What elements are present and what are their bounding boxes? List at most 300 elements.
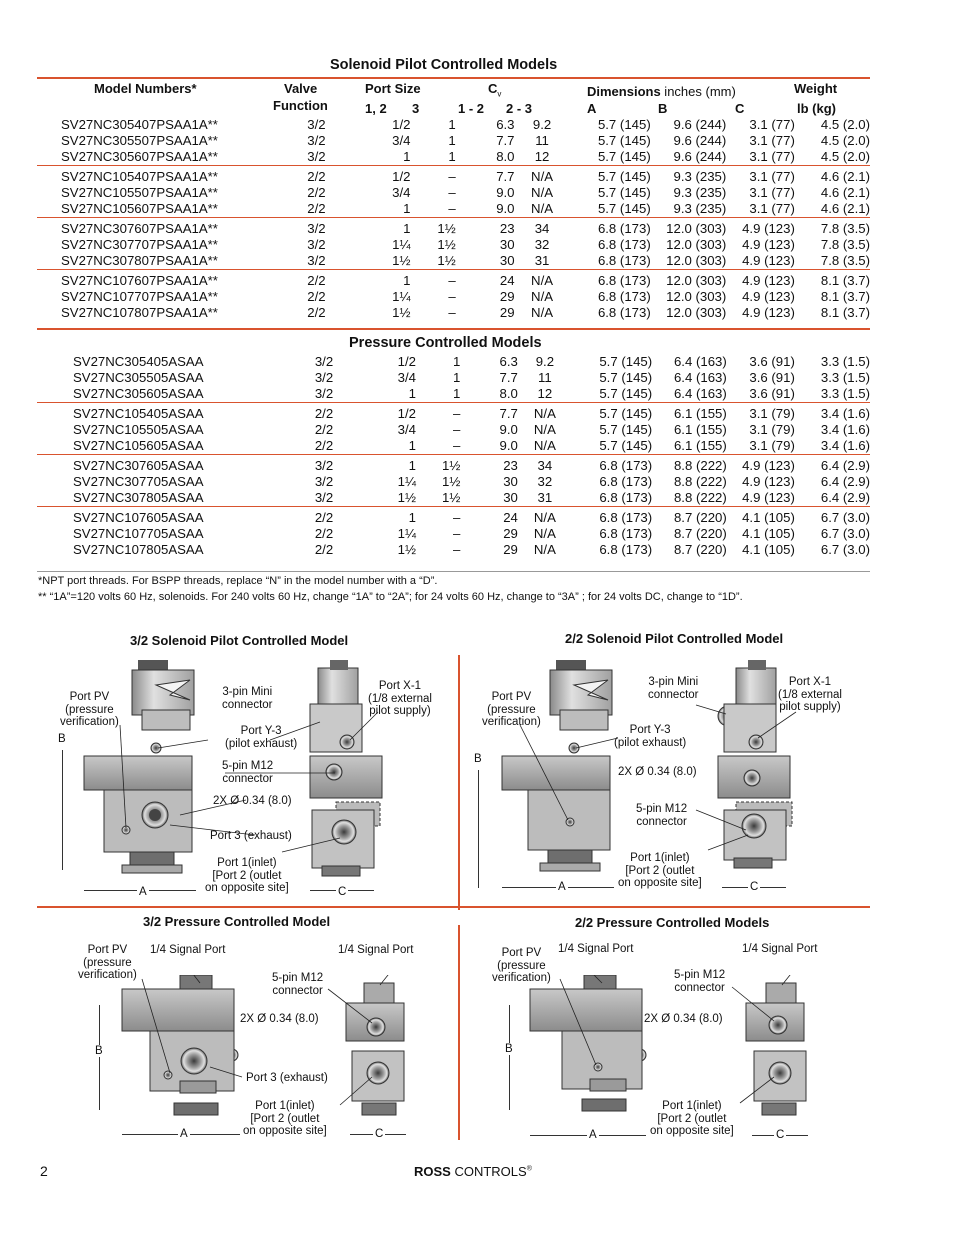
table-row bbox=[37, 117, 870, 133]
dim-b-line bbox=[99, 1005, 100, 1110]
valve-function-cell: 2/2 bbox=[290, 403, 359, 423]
dim-a-cell: 6.8 (173) bbox=[570, 270, 651, 290]
table-row bbox=[37, 490, 870, 507]
label-holes: 2X Ø 0.34 (8.0) bbox=[240, 1013, 319, 1025]
model-number-cell: SV27NC305407PSAA1A** bbox=[61, 117, 218, 132]
dim-b-cell: 6.1 (155) bbox=[652, 403, 727, 423]
valve-function-cell: 2/2 bbox=[281, 166, 351, 186]
cv-12-cell: 7.7 bbox=[460, 403, 518, 423]
cv-23-cell: 9.2 bbox=[535, 354, 555, 369]
weight-cell: 8.1 (3.7) bbox=[820, 289, 870, 304]
valve-function-cell: 3/2 bbox=[307, 133, 326, 148]
dim-c-cell: 3.6 (91) bbox=[749, 370, 795, 385]
dim-b-label: B bbox=[95, 1045, 103, 1057]
valve-function-cell: 3/2 bbox=[314, 490, 334, 505]
dim-c-cell: 4.9 (123) bbox=[727, 455, 795, 475]
dim-a-label: A bbox=[139, 886, 147, 898]
port-size-3-cell: 1 bbox=[453, 370, 461, 385]
dim-a-cell: 5.7 (145) bbox=[599, 386, 653, 401]
dim-b-cell: 8.8 (222) bbox=[673, 490, 727, 505]
cv-23-cell: 12 bbox=[534, 149, 550, 164]
cv-12-cell: 6.3 bbox=[496, 117, 515, 132]
valve-function-cell: 2/2 bbox=[290, 507, 359, 527]
dim-b-cell: 9.3 (235) bbox=[673, 185, 727, 200]
header-port-12: 1, 2 bbox=[365, 101, 387, 116]
cv-23-cell: 12 bbox=[537, 386, 553, 401]
table-row bbox=[37, 218, 870, 238]
dim-a-cell: 5.7 (145) bbox=[599, 354, 653, 369]
dim-c-cell: 4.9 (123) bbox=[742, 490, 795, 505]
dim-b-cell: 12.0 (303) bbox=[666, 237, 727, 252]
weight-cell: 8.1 (3.7) bbox=[820, 305, 870, 320]
cv-12-cell: 23 bbox=[456, 218, 515, 238]
valve-side-view bbox=[346, 983, 404, 1115]
port-size-3-cell: 1½ bbox=[442, 490, 461, 505]
port-size-3-cell: – bbox=[453, 422, 461, 437]
port-size-12-cell: 1½ bbox=[397, 490, 416, 505]
model-number-cell: SV27NC105405ASAA bbox=[37, 403, 290, 423]
port-size-3-cell: – bbox=[453, 526, 461, 541]
cv-12-cell: 7.7 bbox=[496, 133, 515, 148]
cv-23-cell: 31 bbox=[534, 253, 550, 268]
valve-function-cell: 2/2 bbox=[314, 542, 334, 557]
dim-b-label: B bbox=[474, 753, 482, 765]
dim-b-cell: 6.4 (163) bbox=[673, 386, 727, 401]
weight-cell: 7.8 (3.5) bbox=[795, 218, 870, 238]
port-size-12-cell: 1 bbox=[358, 507, 416, 527]
port-size-12-cell: 1 bbox=[408, 386, 416, 401]
diagram-title-32-solenoid: 3/2 Solenoid Pilot Controlled Model bbox=[130, 633, 349, 648]
label-port-1: Port 1(inlet) [Port 2 (outlet on opposite site] bbox=[205, 857, 289, 894]
dim-b-cell: 8.8 (222) bbox=[652, 455, 727, 475]
weight-cell: 4.6 (2.1) bbox=[795, 166, 870, 186]
dim-c-cell: 4.9 (123) bbox=[726, 218, 795, 238]
valve-side-view bbox=[746, 983, 806, 1115]
valve-function-cell: 2/2 bbox=[307, 185, 326, 200]
weight-cell: 6.7 (3.0) bbox=[820, 526, 870, 541]
port-size-12-cell: 1¼ bbox=[392, 237, 411, 252]
table-row bbox=[37, 438, 870, 455]
dim-a-cell: 5.7 (145) bbox=[570, 166, 651, 186]
dim-c-cell: 3.1 (77) bbox=[749, 201, 795, 216]
dim-a-cell: 6.8 (173) bbox=[597, 253, 651, 268]
pressure-section-title: Pressure Controlled Models bbox=[349, 335, 542, 351]
header-port-3: 3 bbox=[412, 101, 420, 116]
solenoid-models-table bbox=[37, 117, 870, 321]
cv-12-cell: 9.0 bbox=[499, 438, 518, 453]
model-number-cell: SV27NC305507PSAA1A** bbox=[61, 133, 218, 148]
valve-function-cell: 3/2 bbox=[314, 474, 334, 489]
table-top-rule bbox=[37, 77, 870, 79]
table-row bbox=[37, 201, 870, 218]
label-port-x1: Port X-1 (1/8 external pilot supply) bbox=[778, 676, 842, 713]
dim-a-cell: 6.8 (173) bbox=[572, 507, 652, 527]
diagram-vertical-divider-top bbox=[458, 655, 460, 910]
header-dim-b: B bbox=[658, 101, 668, 116]
model-number-cell: SV27NC307705ASAA bbox=[73, 474, 204, 489]
port-size-3-cell: – bbox=[410, 270, 455, 290]
valve-function-cell: 3/2 bbox=[290, 455, 359, 475]
valve-function-cell: 2/2 bbox=[281, 270, 351, 290]
valve-function-cell: 3/2 bbox=[314, 386, 334, 401]
valve-function-cell: 3/2 bbox=[314, 354, 334, 369]
dim-c-cell: 4.9 (123) bbox=[742, 237, 795, 252]
port-size-3-cell: – bbox=[416, 507, 460, 527]
port-size-12-cell: 1½ bbox=[397, 542, 416, 557]
label-signal-port-side: 1/4 Signal Port bbox=[338, 944, 414, 956]
dim-a-cell: 6.8 (173) bbox=[597, 305, 651, 320]
dim-a-cell: 6.8 (173) bbox=[597, 289, 651, 304]
cv-23-cell: 32 bbox=[537, 474, 553, 489]
port-size-12-cell: 1 bbox=[408, 438, 416, 453]
model-number-cell: SV27NC105607PSAA1A** bbox=[61, 201, 218, 216]
dim-b-label: B bbox=[505, 1043, 513, 1055]
dim-b-cell: 8.7 (220) bbox=[673, 542, 727, 557]
solenoid-section-title: Solenoid Pilot Controlled Models bbox=[330, 57, 558, 73]
cv-12-cell: 6.3 bbox=[499, 354, 518, 369]
cv-12-cell: 9.0 bbox=[499, 422, 518, 437]
dim-c-cell: 3.1 (77) bbox=[749, 149, 795, 164]
label-port-1: Port 1(inlet) [Port 2 (outlet on opposite site] bbox=[243, 1100, 327, 1137]
valve-front-view bbox=[530, 975, 646, 1111]
port-size-12-cell: 1¼ bbox=[397, 526, 416, 541]
label-holes: 2X Ø 0.34 (8.0) bbox=[213, 795, 292, 807]
valve-function-cell: 3/2 bbox=[307, 237, 326, 252]
label-5pin-m12: 5-pin M12 connector bbox=[674, 969, 726, 994]
port-size-3-cell: – bbox=[416, 403, 460, 423]
dim-a-cell: 5.7 (145) bbox=[599, 438, 653, 453]
brand-logo: ROSS CONTROLS® bbox=[414, 1164, 532, 1179]
label-holes: 2X Ø 0.34 (8.0) bbox=[618, 766, 697, 778]
cv-23-cell: N/A bbox=[531, 185, 554, 200]
dim-b-cell: 6.4 (163) bbox=[673, 370, 727, 385]
dim-c-label: C bbox=[750, 881, 759, 893]
header-weight-unit: lb (kg) bbox=[797, 101, 836, 116]
dim-a-cell: 6.8 (173) bbox=[570, 218, 651, 238]
cv-12-cell: 9.0 bbox=[496, 201, 515, 216]
dim-a-cell: 5.7 (145) bbox=[597, 185, 651, 200]
port-size-3-cell: 1½ bbox=[437, 237, 456, 252]
dim-c-cell: 3.1 (77) bbox=[749, 117, 795, 132]
port-size-12-cell: 3/4 bbox=[392, 133, 411, 148]
port-size-12-cell: 1 bbox=[358, 455, 416, 475]
header-cv-12: 1 - 2 bbox=[458, 101, 485, 116]
label-port-x1: Port X-1 (1/8 external pilot supply) bbox=[368, 680, 432, 717]
valve-function-cell: 3/2 bbox=[307, 117, 326, 132]
cv-23-cell: N/A bbox=[533, 422, 556, 437]
diagram-22-pressure-drawing bbox=[478, 975, 863, 1120]
label-5pin-m12: 5-pin M12 connector bbox=[272, 972, 324, 997]
valve-function-cell: 3/2 bbox=[307, 253, 326, 268]
dim-b-cell: 8.8 (222) bbox=[673, 474, 727, 489]
table-row bbox=[37, 253, 870, 270]
model-number-cell: SV27NC307607PSAA1A** bbox=[37, 218, 281, 238]
header-weight: Weight bbox=[794, 81, 838, 96]
dim-a-cell: 6.8 (173) bbox=[597, 237, 651, 252]
cv-23-cell: 32 bbox=[534, 237, 550, 252]
header-dim-c: C bbox=[735, 101, 745, 116]
port-size-3-cell: 1½ bbox=[416, 455, 460, 475]
table-row bbox=[37, 422, 870, 438]
model-number-cell: SV27NC107607PSAA1A** bbox=[37, 270, 281, 290]
port-size-12-cell: 3/4 bbox=[392, 185, 411, 200]
weight-cell: 3.3 (1.5) bbox=[820, 386, 870, 401]
dim-c-cell: 3.1 (77) bbox=[749, 133, 795, 148]
weight-cell: 3.4 (1.6) bbox=[820, 438, 870, 453]
label-port-pv: Port PV (pressure verification) bbox=[60, 691, 119, 728]
weight-cell: 4.5 (2.0) bbox=[820, 133, 870, 148]
valve-function-cell: 2/2 bbox=[307, 305, 326, 320]
port-size-3-cell: 1½ bbox=[442, 474, 461, 489]
port-size-12-cell: 1 bbox=[352, 270, 411, 290]
cv-23-cell: N/A bbox=[533, 526, 556, 541]
dim-c-label: C bbox=[338, 886, 347, 898]
dim-b-cell: 8.7 (220) bbox=[673, 526, 727, 541]
port-size-3-cell: – bbox=[453, 438, 461, 453]
table-row bbox=[37, 149, 870, 166]
table-row bbox=[37, 185, 870, 201]
label-port-y3: Port Y-3 (pilot exhaust) bbox=[614, 724, 687, 749]
header-valve-1: Valve bbox=[284, 81, 318, 96]
label-port-pv: Port PV (pressure verification) bbox=[492, 947, 551, 984]
dim-a-cell: 5.7 (145) bbox=[597, 133, 651, 148]
port-size-12-cell: 1/2 bbox=[392, 117, 411, 132]
cv-12-cell: 29 bbox=[499, 289, 515, 304]
label-port-3: Port 3 (exhaust) bbox=[246, 1072, 328, 1084]
dim-b-cell: 6.1 (155) bbox=[673, 438, 727, 453]
header-cv-23: 2 - 3 bbox=[506, 101, 533, 116]
cv-23-cell: 9.2 bbox=[532, 117, 552, 132]
dim-a-cell: 5.7 (145) bbox=[597, 117, 651, 132]
dim-a-cell: 6.8 (173) bbox=[599, 490, 653, 505]
dim-a-cell: 5.7 (145) bbox=[597, 149, 651, 164]
valve-function-cell: 3/2 bbox=[307, 149, 326, 164]
dim-b-cell: 9.6 (244) bbox=[673, 149, 727, 164]
valve-function-cell: 2/2 bbox=[314, 438, 334, 453]
port-size-12-cell: 3/4 bbox=[397, 370, 416, 385]
weight-cell: 7.8 (3.5) bbox=[820, 237, 870, 252]
cv-12-cell: 30 bbox=[503, 474, 518, 489]
dim-c-cell: 3.1 (77) bbox=[726, 166, 795, 186]
dim-a-cell: 6.8 (173) bbox=[599, 542, 653, 557]
cv-12-cell: 29 bbox=[503, 526, 518, 541]
port-size-12-cell: 1 bbox=[403, 201, 411, 216]
weight-cell: 6.7 (3.0) bbox=[820, 542, 870, 557]
model-number-cell: SV27NC307805ASAA bbox=[73, 490, 204, 505]
cv-23-cell: N/A bbox=[518, 507, 572, 527]
dim-a-cell: 5.7 (145) bbox=[597, 201, 651, 216]
cv-12-cell: 24 bbox=[460, 507, 518, 527]
label-port-pv: Port PV (pressure verification) bbox=[482, 691, 541, 728]
table-row bbox=[37, 403, 870, 423]
cv-23-cell: N/A bbox=[531, 305, 554, 320]
port-size-3-cell: – bbox=[453, 542, 461, 557]
cv-12-cell: 9.0 bbox=[496, 185, 515, 200]
header-dim-a: A bbox=[587, 101, 597, 116]
dim-b-cell: 12.0 (303) bbox=[666, 305, 727, 320]
dim-a-cell: 5.7 (145) bbox=[572, 403, 652, 423]
valve-function-cell: 2/2 bbox=[307, 201, 326, 216]
table-row bbox=[37, 474, 870, 490]
port-size-3-cell: – bbox=[448, 305, 456, 320]
pressure-top-rule bbox=[37, 328, 870, 330]
dim-b-cell: 8.7 (220) bbox=[652, 507, 727, 527]
dim-b-label: B bbox=[58, 733, 66, 745]
port-size-12-cell: 1 bbox=[352, 218, 411, 238]
dim-b-line bbox=[509, 1005, 510, 1110]
diagram-title-32-pressure: 3/2 Pressure Controlled Model bbox=[143, 914, 331, 929]
table-row bbox=[37, 237, 870, 253]
dim-b-cell: 12.0 (303) bbox=[651, 218, 727, 238]
dim-a-cell: 5.7 (145) bbox=[599, 370, 653, 385]
weight-cell: 3.4 (1.6) bbox=[820, 422, 870, 437]
footnote-voltage: ** “1A”=120 volts 60 Hz, solenoids. For 240 volts 60 Hz, change “1A” to “2A”; for 24 volts 60 Hz, change to “3A” ; for 24 volts DC, change to “1D”. bbox=[38, 591, 743, 603]
cv-12-cell: 23 bbox=[460, 455, 518, 475]
dim-b-cell: 12.0 (303) bbox=[666, 289, 727, 304]
cv-23-cell: N/A bbox=[515, 166, 570, 186]
valve-function-cell: 2/2 bbox=[307, 289, 326, 304]
model-number-cell: SV27NC307807PSAA1A** bbox=[61, 253, 218, 268]
cv-12-cell: 30 bbox=[503, 490, 518, 505]
cv-23-cell: 34 bbox=[518, 455, 572, 475]
dim-a-label: A bbox=[558, 881, 566, 893]
weight-cell: 3.3 (1.5) bbox=[820, 370, 870, 385]
table-row bbox=[37, 507, 870, 527]
valve-function-cell: 2/2 bbox=[314, 526, 334, 541]
dim-c-cell: 3.6 (91) bbox=[749, 354, 795, 369]
label-signal-port-side: 1/4 Signal Port bbox=[742, 943, 818, 955]
port-size-3-cell: 1 bbox=[453, 386, 461, 401]
weight-cell: 7.8 (3.5) bbox=[820, 253, 870, 268]
model-number-cell: SV27NC305605ASAA bbox=[73, 386, 204, 401]
weight-cell: 6.4 (2.9) bbox=[820, 474, 870, 489]
header-model: Model Numbers* bbox=[94, 81, 197, 96]
dim-a-label: A bbox=[180, 1128, 188, 1140]
dim-c-cell: 3.1 (79) bbox=[727, 403, 795, 423]
cv-23-cell: N/A bbox=[518, 403, 572, 423]
diagram-horizontal-divider bbox=[37, 906, 870, 908]
header-valve-2: Function bbox=[273, 98, 328, 113]
cv-12-cell: 29 bbox=[499, 305, 515, 320]
header-cv: $C_v$ bbox=[488, 81, 502, 99]
cv-23-cell: 34 bbox=[515, 218, 570, 238]
valve-function-cell: 2/2 bbox=[314, 422, 334, 437]
header-port-size: Port Size bbox=[365, 81, 421, 96]
port-size-3-cell: 1 bbox=[448, 149, 456, 164]
port-size-12-cell: 1¼ bbox=[397, 474, 416, 489]
label-signal-port-front: 1/4 Signal Port bbox=[558, 943, 634, 955]
dim-a-cell: 5.7 (145) bbox=[599, 422, 653, 437]
dim-c-cell: 4.9 (123) bbox=[742, 305, 795, 320]
valve-front-view bbox=[122, 975, 238, 1115]
table-row bbox=[37, 386, 870, 403]
table-row bbox=[37, 526, 870, 542]
weight-cell: 4.5 (2.0) bbox=[820, 149, 870, 164]
footnote-npt: *NPT port threads. For BSPP threads, replace “N” in the model number with a “D”. bbox=[38, 575, 438, 587]
table-bottom-rule bbox=[37, 571, 870, 572]
port-size-3-cell: – bbox=[410, 166, 455, 186]
dim-c-label: C bbox=[375, 1128, 384, 1140]
port-size-3-cell: 1 bbox=[448, 133, 456, 148]
port-size-3-cell: 1½ bbox=[437, 253, 456, 268]
weight-cell: 4.5 (2.0) bbox=[820, 117, 870, 132]
weight-cell: 4.6 (2.1) bbox=[820, 185, 870, 200]
diagram-32-pressure-drawing bbox=[60, 975, 445, 1120]
label-port-1: Port 1(inlet) [Port 2 (outlet on opposite site] bbox=[650, 1100, 734, 1137]
cv-23-cell: N/A bbox=[531, 201, 554, 216]
page-number: 2 bbox=[40, 1163, 48, 1179]
label-3pin-mini: 3-pin Mini connector bbox=[222, 686, 273, 711]
dim-a-label: A bbox=[589, 1129, 597, 1141]
cv-23-cell: N/A bbox=[533, 438, 556, 453]
model-number-cell: SV27NC105507PSAA1A** bbox=[61, 185, 218, 200]
dim-b-cell: 9.3 (235) bbox=[673, 201, 727, 216]
label-port-y3: Port Y-3 (pilot exhaust) bbox=[225, 725, 298, 750]
label-port-1: Port 1(inlet) [Port 2 (outlet on opposite site] bbox=[618, 852, 702, 889]
weight-cell: 4.6 (2.1) bbox=[820, 201, 870, 216]
label-5pin-m12: 5-pin M12 connector bbox=[222, 760, 274, 785]
dim-c-label: C bbox=[776, 1129, 785, 1141]
cv-12-cell: 8.0 bbox=[496, 149, 515, 164]
dim-c-cell: 4.1 (105) bbox=[742, 542, 795, 557]
model-number-cell: SV27NC305607PSAA1A** bbox=[61, 149, 218, 164]
dim-b-line bbox=[62, 750, 63, 870]
weight-cell: 6.4 (2.9) bbox=[820, 490, 870, 505]
model-number-cell: SV27NC107807PSAA1A** bbox=[61, 305, 218, 320]
label-port-3: Port 3 (exhaust) bbox=[210, 830, 292, 842]
diagram-vertical-divider-bottom bbox=[458, 925, 460, 1140]
model-number-cell: SV27NC305505ASAA bbox=[73, 370, 204, 385]
port-size-12-cell: 1¼ bbox=[392, 289, 411, 304]
port-size-12-cell: 1/2 bbox=[358, 403, 416, 423]
pressure-models-table bbox=[37, 354, 870, 558]
cv-12-cell: 29 bbox=[503, 542, 518, 557]
port-size-3-cell: 1 bbox=[448, 117, 456, 132]
table-row bbox=[37, 542, 870, 558]
table-row bbox=[37, 133, 870, 149]
label-signal-port-front: 1/4 Signal Port bbox=[150, 944, 226, 956]
port-size-3-cell: 1½ bbox=[410, 218, 455, 238]
cv-12-cell: 30 bbox=[499, 253, 515, 268]
valve-function-cell: 3/2 bbox=[281, 218, 351, 238]
port-size-12-cell: 1½ bbox=[392, 305, 411, 320]
table-row bbox=[37, 289, 870, 305]
cv-12-cell: 7.7 bbox=[456, 166, 515, 186]
model-number-cell: SV27NC107707PSAA1A** bbox=[61, 289, 218, 304]
model-number-cell: SV27NC105605ASAA bbox=[73, 438, 204, 453]
port-size-12-cell: 1 bbox=[403, 149, 411, 164]
weight-cell: 6.4 (2.9) bbox=[795, 455, 870, 475]
dim-c-cell: 4.9 (123) bbox=[742, 474, 795, 489]
dim-b-cell: 9.3 (235) bbox=[651, 166, 727, 186]
dim-b-cell: 9.6 (244) bbox=[673, 117, 727, 132]
dim-b-line bbox=[478, 770, 479, 888]
table-row bbox=[37, 305, 870, 321]
dim-c-cell: 4.1 (105) bbox=[742, 526, 795, 541]
model-number-cell: SV27NC107805ASAA bbox=[73, 542, 204, 557]
table-row bbox=[37, 455, 870, 475]
table-row bbox=[37, 166, 870, 186]
cv-23-cell: N/A bbox=[531, 289, 554, 304]
weight-cell: 3.3 (1.5) bbox=[820, 354, 870, 369]
dim-b-cell: 12.0 (303) bbox=[666, 253, 727, 268]
dim-c-cell: 4.1 (105) bbox=[727, 507, 795, 527]
cv-12-cell: 24 bbox=[456, 270, 515, 290]
weight-cell: 6.7 (3.0) bbox=[795, 507, 870, 527]
diagram-title-22-pressure: 2/2 Pressure Controlled Models bbox=[575, 915, 770, 930]
weight-cell: 8.1 (3.7) bbox=[795, 270, 870, 290]
dim-c-cell: 4.9 (123) bbox=[742, 253, 795, 268]
